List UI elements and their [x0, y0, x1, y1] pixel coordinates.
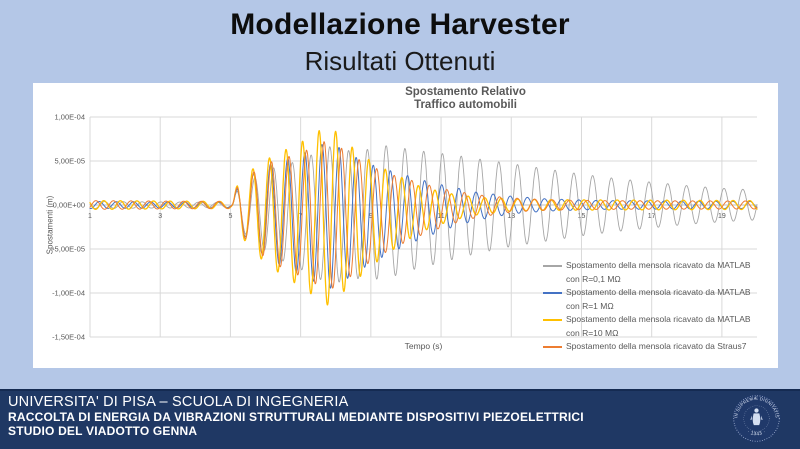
seal-year-text: · 1343 · — [745, 429, 768, 438]
svg-text:5: 5 — [228, 213, 233, 220]
legend-entry — [543, 259, 775, 286]
svg-text:17: 17 — [647, 213, 656, 220]
seal-motto-text: IN SUPREMÆ DIGNITATIS — [733, 395, 780, 419]
legend-label: con R=10 MΩ — [566, 327, 619, 338]
svg-text:3: 3 — [158, 213, 163, 220]
svg-text:0,00E+00: 0,00E+00 — [52, 200, 85, 210]
legend-label: Spostamento della mensola ricavato da MATLAB — [566, 314, 751, 324]
legend-label: Spostamento della mensola ricavato da MATLAB — [566, 287, 751, 297]
legend-entry — [543, 286, 775, 313]
legend-label: Spostamento della mensola ricavato da Straus7 — [566, 341, 747, 351]
svg-text:9: 9 — [368, 213, 373, 220]
legend-line-swatch-orange — [543, 346, 562, 348]
legend-entry — [543, 313, 775, 340]
legend-label: Spostamento della mensola ricavato da MATLAB — [566, 260, 751, 270]
chart-title-line1: Spostamento Relativo — [405, 86, 526, 98]
slide-subtitle: Risultati Ottenuti — [304, 46, 496, 76]
legend-line-swatch-blue — [543, 292, 562, 294]
footer-thesis-title: RACCOLTA DI ENERGIA DA VIBRAZIONI STRUTTURALI MEDIANTE DISPOSITIVI PIEZOELETTRICI — [8, 410, 584, 424]
slide-title: Modellazione Harvester — [230, 8, 570, 41]
chart-panel — [33, 83, 778, 368]
svg-text:-5,00E-05: -5,00E-05 — [52, 244, 85, 254]
svg-text:-1,50E-04: -1,50E-04 — [52, 332, 85, 342]
svg-text:1: 1 — [88, 213, 92, 220]
svg-text:-1,00E-04: -1,00E-04 — [52, 288, 85, 298]
svg-text:11: 11 — [437, 213, 445, 220]
y-axis-title: Spostamenti (m) — [45, 195, 55, 255]
legend-entry — [543, 340, 775, 354]
chart-title-line2: Traffico automobili — [414, 99, 517, 111]
legend-label: con R=1 MΩ — [566, 300, 614, 311]
footer — [0, 389, 800, 449]
svg-text:13: 13 — [507, 213, 516, 220]
footer-subject: STUDIO DEL VIADOTTO GENNA — [8, 424, 198, 438]
svg-text:15: 15 — [577, 213, 586, 220]
university-of-pisa-seal-icon — [732, 394, 781, 443]
footer-university: UNIVERSITA' DI PISA – SCUOLA DI INGEGNERIA — [8, 394, 349, 410]
svg-text:1,00E-04: 1,00E-04 — [54, 112, 85, 122]
svg-text:7: 7 — [298, 213, 303, 220]
legend-line-swatch-gray — [543, 265, 562, 267]
svg-text:5,00E-05: 5,00E-05 — [54, 156, 85, 166]
legend-line-swatch-yellow — [543, 319, 562, 321]
x-axis-title: Tempo (s) — [404, 341, 443, 351]
svg-text:19: 19 — [717, 213, 726, 220]
legend-label: con R=0,1 MΩ — [566, 273, 621, 284]
chart-legend — [543, 259, 775, 354]
